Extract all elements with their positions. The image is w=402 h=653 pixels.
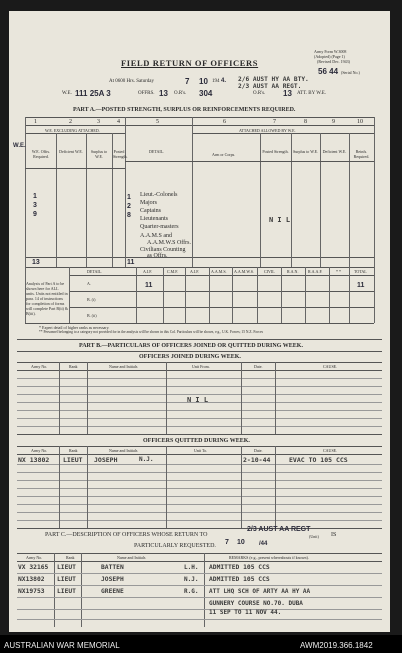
col-num: 10	[357, 119, 363, 125]
footnote-2: ** Personnel belonging to a category not provided for in the analysis will be shown in this Col. Particulars will be shown, e.g., U.K. Forces; 15 N.Z. Forces	[39, 330, 263, 334]
ors-label-2: O.R's.	[253, 91, 266, 96]
serial-label: (Serial No.)	[341, 70, 360, 75]
posted-value: 8	[127, 212, 131, 219]
part-c-year: /44	[259, 541, 268, 547]
part-c-heading: PART C.—DESCRIPTION OF OFFICERS WHOSE RETURN TO	[45, 532, 208, 538]
offrs-label: OFFRS.	[138, 91, 155, 96]
analysis-detail: DETAIL.	[87, 269, 103, 274]
header-surplus: Surplus to W.E.	[90, 149, 108, 159]
part-c-remarks: ATT LHQ SCH OF ARTY AA HY AA	[209, 588, 311, 595]
army-form-label: Army Form W.3008	[314, 49, 347, 54]
joined-col: Unit From.	[192, 364, 210, 369]
col-num: 8	[304, 119, 307, 125]
year-suffix: 4.	[221, 78, 227, 84]
analysis-b1: B. (i)	[87, 297, 96, 302]
part-c-name: BATTEN	[101, 564, 124, 571]
we-handwritten: W.E.	[13, 143, 26, 149]
att-allowed-heading: ATTACHED ALLOWED BY W.E.	[239, 128, 296, 133]
footer-right: AWM2019.366.1842	[300, 641, 373, 650]
part-c-rank: LIEUT	[57, 576, 76, 583]
part-c-col: Name and Initials	[117, 555, 146, 560]
analysis-b2: B. (ii)	[87, 313, 97, 318]
header-surplus-2: Surplus to W.E.	[292, 149, 319, 154]
part-c-initials: L.H.	[184, 564, 199, 571]
quitted-col: Rank	[69, 448, 78, 453]
analysis-col: * *	[336, 269, 341, 274]
att-label: ATT. BY W.E.	[297, 91, 327, 96]
we-excl-heading: W.E. EXCLUDING ATTACHED.	[45, 128, 100, 133]
detail-item: Lieutenants	[140, 216, 168, 222]
analysis-col: R.A.N.	[287, 269, 299, 274]
footnote-1: * Expert detail of higher ranks as necessary.	[39, 325, 110, 330]
quitted-cause: EVAC TO 105 CCS	[289, 456, 348, 464]
part-c-col: REMARKS (e.g., present whereabouts if known).	[229, 555, 309, 560]
col-num: 6	[223, 119, 226, 125]
quitted-initials: N.J.	[139, 456, 154, 463]
quitted-rank: LIEUT	[63, 456, 83, 464]
detail-item: Civilians Counting	[140, 247, 186, 253]
req-value: 9	[33, 211, 37, 218]
we-value: 111 25A 3	[75, 89, 111, 98]
analysis-col: A.A.M.W.S.	[234, 269, 254, 274]
header-detail: DETAIL.	[149, 149, 165, 154]
part-c-name: GREENE	[101, 588, 124, 595]
analysis-col: A.A.M.S.	[211, 269, 227, 274]
date-day: 7	[185, 77, 190, 86]
quitted-col: Unit To.	[194, 448, 208, 453]
joined-nil: N I L	[187, 396, 209, 404]
header-posted: Posted Strength.	[113, 149, 128, 159]
part-c-unit: 2/3 AUST AA REGT	[247, 526, 311, 533]
part-c-col: Rank	[66, 555, 75, 560]
form-title: FIELD RETURN OF OFFICERS	[121, 58, 259, 68]
analysis-col: A.I.F.	[190, 269, 200, 274]
part-c-month: 10	[237, 539, 245, 546]
part-c-initials: R.G.	[184, 588, 199, 595]
part-c-army-no: NX13802	[18, 576, 45, 583]
att-value: 13	[283, 89, 292, 98]
analysis-note: Analysis of Part A to be shown here for ALL units. Units not entitled in para. 14 of instructions for completion of forms will complete Part B(ii) & B(iii).	[26, 281, 68, 316]
req-value: 1	[33, 193, 37, 200]
quitted-col: CAUSE.	[323, 448, 338, 453]
part-c-army-no: VX 32165	[18, 564, 49, 571]
quitted-col: Army No.	[31, 448, 48, 453]
joined-col: Army No.	[31, 364, 48, 369]
form-sheet	[9, 11, 390, 632]
we-label: W.E.	[62, 91, 72, 96]
ors-label: O.R's.	[174, 91, 187, 96]
col-num: 4	[117, 119, 120, 125]
revised-label: (Revised Dec. 1943)	[317, 59, 350, 64]
detail-item: A.A.M.W.S Offrs.	[147, 240, 192, 246]
adopted-label: (Adopted) (Page 1)	[314, 54, 345, 59]
analysis-col: A.I.F.	[143, 269, 153, 274]
header-deficient: Deficient W.E.	[59, 149, 83, 154]
detail-item: A.A.M.S and	[140, 233, 173, 239]
part-c-rank: LIEUT	[57, 588, 76, 595]
offrs-value: 13	[159, 89, 168, 98]
part-c-unit-label: (Unit)	[309, 534, 319, 539]
header-posted-2: Posted Strength.	[262, 149, 289, 154]
part-c-initials: N.J.	[184, 576, 199, 583]
analysis-col: C.M.F.	[167, 269, 179, 274]
col-num: 1	[34, 119, 37, 125]
quitted-col: Date.	[254, 448, 263, 453]
part-c-remarks: ADMITTED 105 CCS	[209, 576, 270, 583]
quitted-heading: OFFICERS QUITTED DURING WEEK.	[143, 438, 250, 444]
part-c-day: 7	[225, 539, 229, 546]
col-num: 2	[69, 119, 72, 125]
part-c-is: IS	[331, 532, 337, 538]
part-c-remarks: 11 SEP TO 11 NOV 44.	[209, 609, 282, 616]
quitted-date: 2-10-44	[243, 456, 271, 464]
analysis-a: A.	[87, 281, 91, 286]
posted-value: 2	[127, 203, 131, 210]
joined-col: Rank	[69, 364, 78, 369]
part-c-name: JOSEPH	[101, 576, 124, 583]
header-deficient-2: Deficient W.E.	[322, 149, 347, 154]
unit-line-1: 2/6 AUST HY AA BTY.	[238, 76, 309, 83]
detail-item: Lieut.-Colonels	[140, 192, 178, 198]
part-c-remarks: GUNNERY COURSE NO.70. DUBA	[209, 600, 303, 607]
joined-col: CAUSE.	[323, 364, 338, 369]
req-total: 13	[32, 259, 40, 266]
posted-total: 11	[127, 259, 135, 266]
col-num: 3	[97, 119, 100, 125]
serial-number: 56 44	[318, 67, 339, 76]
part-a-nil: N I L	[269, 216, 291, 224]
analysis-total-value: 11	[357, 282, 365, 289]
analysis-col: TOTAL	[354, 269, 367, 274]
col-num: 7	[273, 119, 276, 125]
analysis-col: R.A.A.F.	[308, 269, 323, 274]
analysis-aif-value: 11	[145, 282, 153, 289]
part-c-rank: LIEUT	[57, 564, 76, 571]
detail-item: Captains	[140, 208, 161, 214]
footer-bar	[0, 635, 402, 653]
joined-col: Date.	[254, 364, 263, 369]
joined-col: Name and Initials	[109, 364, 138, 369]
part-c-col: Army No.	[26, 555, 43, 560]
part-c-army-no: NX19753	[18, 588, 45, 595]
ors-value: 304	[199, 89, 213, 98]
quitted-army-no: NX 13802	[18, 456, 50, 464]
header-we-required: W.E. Offrs. Required.	[31, 149, 51, 159]
joined-heading: OFFICERS JOINED DURING WEEK.	[139, 354, 241, 360]
unit-line-2: 2/3 AUST AA REGT.	[238, 83, 302, 90]
date-month: 10	[199, 77, 208, 86]
part-b-heading: PART B.—PARTICULARS OF OFFICERS JOINED OR QUITTED DURING WEEK.	[79, 343, 303, 349]
quitted-name: JOSEPH	[94, 456, 118, 464]
part-c-remarks: ADMITTED 105 CCS	[209, 564, 270, 571]
col-num: 9	[332, 119, 335, 125]
detail-item: as Offrs.	[147, 253, 168, 259]
particularly-requested: PARTICULARLY REQUESTED.	[134, 543, 216, 549]
posted-value: 1	[127, 194, 131, 201]
req-value: 3	[33, 202, 37, 209]
footer-left: AUSTRALIAN WAR MEMORIAL	[4, 641, 120, 650]
col-num: 5	[156, 119, 159, 125]
analysis-col: CIVIL	[264, 269, 275, 274]
year-prefix: 194	[212, 79, 220, 84]
quitted-col: Name and Initials	[109, 448, 138, 453]
header-reinf: Reinfs. Required.	[353, 149, 370, 159]
header-arm: Arm or Corps.	[212, 152, 236, 157]
part-a-heading: PART A.—POSTED STRENGTH, SURPLUS OR REINFORCEMENTS REQUIRED.	[73, 107, 296, 113]
detail-item: Quarter-masters	[140, 224, 179, 230]
detail-item: Majors	[140, 200, 157, 206]
at-line-label: At 0600 Hrs. Saturday	[109, 79, 154, 84]
